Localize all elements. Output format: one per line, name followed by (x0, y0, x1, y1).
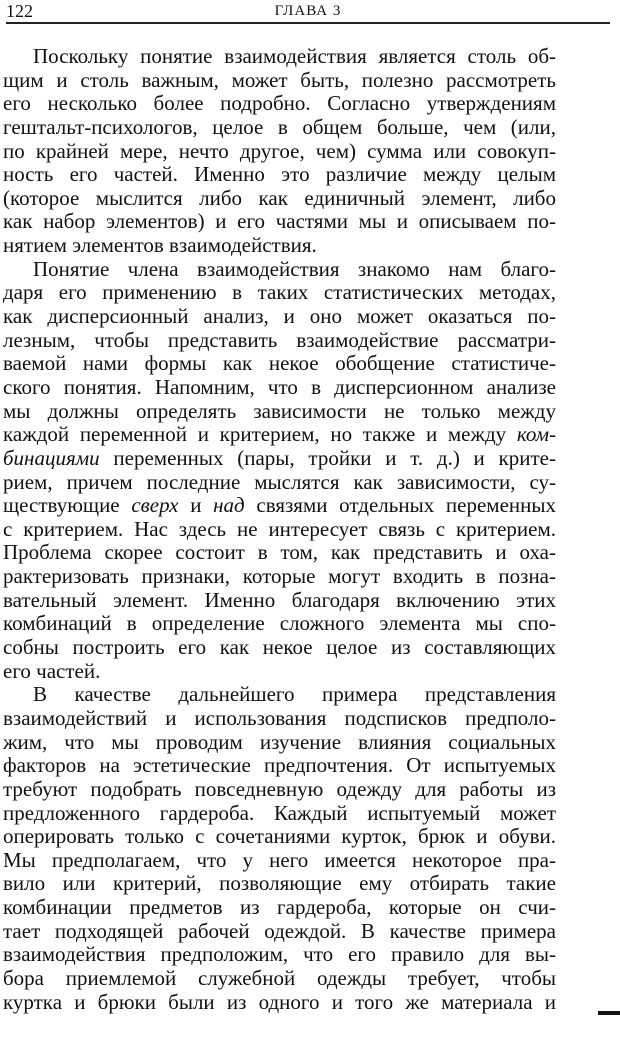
line-text: факторов на эстетические предпочтения. От испытуемых (3, 753, 556, 778)
text-line (3, 802, 556, 826)
text-line (3, 967, 556, 991)
text-line (3, 849, 556, 873)
text-line (3, 943, 556, 967)
text-line (3, 140, 556, 164)
line-text: Проблема скорее состоит в том, как представить и оха- (3, 540, 556, 565)
line-text: связями отдельных переменных (244, 493, 556, 518)
line-text: ность его частей. Именно это различие между целым (3, 162, 556, 187)
line-text: жим, что мы проводим изучение влияния социальных (3, 729, 556, 754)
text-line (3, 210, 556, 234)
line-text: ществующие (3, 493, 132, 518)
text-line (3, 400, 556, 424)
italic-term: бинациями (3, 445, 100, 470)
line-text: куртка и брюки были из одного и того же материала и (3, 989, 556, 1014)
line-text: щим и столь важным, может быть, полезно рассмотреть (3, 67, 556, 92)
line-text: мы должны определять зависимости не только между (3, 398, 556, 423)
running-header (6, 0, 610, 24)
line-text: Понятие члена взаимодействия знакомо нам благо- (33, 256, 556, 281)
text-line (3, 778, 556, 802)
line-text: собны построить его как некое целое из составляющих (3, 635, 556, 660)
text-line (3, 234, 556, 258)
chapter-title: ГЛАВА 3 (274, 3, 342, 19)
line-text: тает подходящей рабочей одеждой. В качестве примера (3, 918, 556, 943)
line-text: как набор элементов) и его частями мы и описываем по- (3, 209, 556, 234)
line-text: взаимодействий и использования подсписков предполо- (3, 705, 556, 730)
text-line (3, 754, 556, 778)
text-line (3, 69, 556, 93)
text-line (3, 731, 556, 755)
line-text: нятием элементов взаимодействия. (3, 233, 317, 258)
body-text (3, 45, 556, 1014)
italic-term: ком- (516, 422, 556, 447)
line-text: (которое мыслится либо как единичный элемент, либо (3, 185, 556, 210)
text-line (3, 683, 556, 707)
italic-term: сверх (131, 493, 179, 518)
text-line (3, 187, 556, 211)
text-line (3, 447, 556, 471)
line-text: комбинации предметов из гардероба, которые он счи- (3, 895, 556, 920)
text-line (3, 258, 556, 282)
line-text: как дисперсионный анализ, и оно может оказаться по- (3, 304, 556, 329)
line-text: комбинаций в определение сложного элемента мы спо- (3, 611, 556, 636)
line-text: взаимодействия предположим, что его правило для вы- (3, 942, 556, 967)
text-line (3, 920, 556, 944)
text-line (3, 541, 556, 565)
text-line (3, 825, 556, 849)
line-text: вило или критерий, позволяющие ему отбирать такие (3, 871, 556, 896)
line-text: рием, причем последние мыслятся как зависимости, су- (3, 469, 556, 494)
text-line (3, 376, 556, 400)
text-line (3, 991, 556, 1015)
text-line (3, 589, 556, 613)
line-text: рактеризовать признаки, которые могут входить в позна- (3, 564, 556, 589)
text-line (3, 92, 556, 116)
line-text: его несколько более подробно. Согласно утверждениям (3, 91, 556, 116)
text-line (3, 163, 556, 187)
line-text: предложенного гардероба. Каждый испытуемый может (3, 800, 556, 825)
text-line (3, 565, 556, 589)
line-text: Мы предполагаем, что у него имеется некоторое пра- (3, 847, 556, 872)
line-text: ваемой нами формы как некое обобщение статистиче- (3, 351, 556, 376)
text-line (3, 423, 556, 447)
text-line (3, 352, 556, 376)
line-text: оперировать только с сочетаниями курток, брюк и обуви. (3, 824, 556, 849)
italic-term: над (213, 493, 245, 518)
line-text: даря его применению в таких статистических методах, (3, 280, 556, 305)
line-text: требуют подобрать повседневную одежду для работы из (3, 776, 556, 801)
text-line (3, 660, 556, 684)
text-line (3, 707, 556, 731)
line-text: переменных (пары, тройки и т. д.) и крите- (99, 445, 556, 470)
text-line (3, 305, 556, 329)
line-text: бора приемлемой служебной одежды требует, чтобы (3, 965, 556, 990)
line-text: каждой переменной и критерием, но также и между (3, 422, 517, 447)
printer-mark (598, 1011, 620, 1015)
line-text: по крайней мере, нечто другое, чем) сумма или совокуп- (3, 138, 556, 163)
line-text: В качестве дальнейшего примера представления (33, 682, 556, 707)
line-text: вательный элемент. Именно благодаря включению этих (3, 587, 556, 612)
line-text: его частей. (3, 658, 101, 683)
line-text: ского понятия. Напомним, что в дисперсионном анализе (3, 374, 556, 399)
text-line (3, 45, 556, 69)
text-line (3, 281, 556, 305)
text-line (3, 471, 556, 495)
text-line (3, 116, 556, 140)
line-text: Поскольку понятие взаимодействия является столь об- (33, 44, 556, 68)
text-line (3, 494, 556, 518)
text-line (3, 872, 556, 896)
text-line (3, 612, 556, 636)
line-text: лезным, чтобы представить взаимодействие рассматри- (3, 327, 556, 352)
line-text: гештальт-психологов, целое в общем больше, чем (или, (3, 114, 556, 139)
text-line (3, 518, 556, 542)
line-text: и (178, 493, 214, 518)
page-number: 122 (6, 1, 33, 21)
text-line (3, 329, 556, 353)
text-line (3, 896, 556, 920)
line-text: с критерием. Нас здесь не интересует связь с критерием. (3, 516, 556, 541)
text-line (3, 636, 556, 660)
